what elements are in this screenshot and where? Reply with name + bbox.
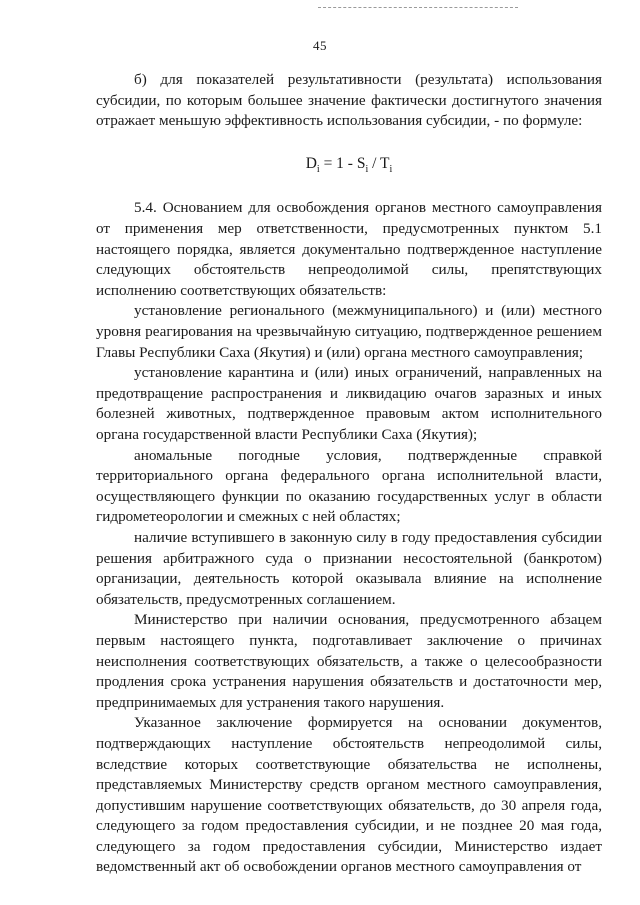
paragraph-weather: аномальные погодные условия, подтвержденные справкой территориального органа федерального органа исполнительной власти, осуществляющего функции по оказанию государственных услуг в области гидрометеорологии и смежных с ней областях; (96, 446, 602, 526)
formula-left-sub: i (316, 163, 320, 175)
page-number: 45 (313, 38, 327, 53)
document-body (96, 70, 602, 878)
paragraph-bankruptcy: наличие вступившего в законную силу в году предоставления субсидии решения арбитражного суда о признании несостоятельной (банкротом) организации, деятельность которой оказывала влияние на исполнение обязательств, предусмотренных соглашением. (96, 528, 602, 608)
paragraph-ministry-conclusion: Министерство при наличии основания, предусмотренного абзацем первым настоящего пункта, подготавливает заключение о причинах неисполнения соответствующих обязательств, а также о целесообразности продления срока устранения нарушения обязательств и достаточности мер, предпринимаемых для устранения такого нарушения. (96, 611, 602, 711)
formula-middle: = 1 - S (319, 154, 366, 172)
formula-left: D (305, 154, 317, 172)
formula-right-sub: i (389, 163, 393, 175)
paragraph-5-4: 5.4. Основанием для освобождения органов местного самоуправления от применения мер ответственности, предусмотренных пунктом 5.1 настоящего порядка, является документально подтвержденное наступление следующих обстоятельств непреодолимой силы, препятствующих исполнению соответствующих обязательств: (96, 199, 602, 299)
formula-right: / T (368, 154, 390, 172)
formula-middle-sub: i (365, 163, 369, 175)
paragraph-b-formula-intro: б) для показателей результативности (результата) использования субсидии, по которым большее значение фактически достигнутого значения отражает меньшую эффективность использования субсидии, - по формуле: (96, 71, 602, 130)
formula (96, 154, 602, 181)
paragraph-regional-emergency: установление регионального (межмуниципального) и (или) местного уровня реагирования на чрезвычайную ситуацию, подтвержденное решением Главы Республики Саха (Якутия) и (или) органа местного самоуправления; (96, 302, 602, 361)
paragraph-quarantine: установление карантина и (или) иных ограничений, направленных на предотвращение распространения и ликвидацию очагов заразных и иных болезней животных, подтвержденное правовым актом исполнительного органа государственной власти Республики Саха (Якутия); (96, 364, 602, 443)
paragraph-conclusion-formation: Указанное заключение формируется на основании документов, подтверждающих наступление обстоятельств непреодолимой силы, вследствие которых соответствующие обязательства не исполнены, представляемых Министерству средств органом местного самоуправления, допустившим нарушение соответствующих обязательств, до 30 апреля года, следующего за годом предоставления субсидии, и не позднее 20 мая года, следующего за годом предоставления субсидии, Министерство издает ведомственный акт об освобождении органов местного самоуправления от (96, 714, 602, 876)
scan-top-line (318, 7, 518, 9)
